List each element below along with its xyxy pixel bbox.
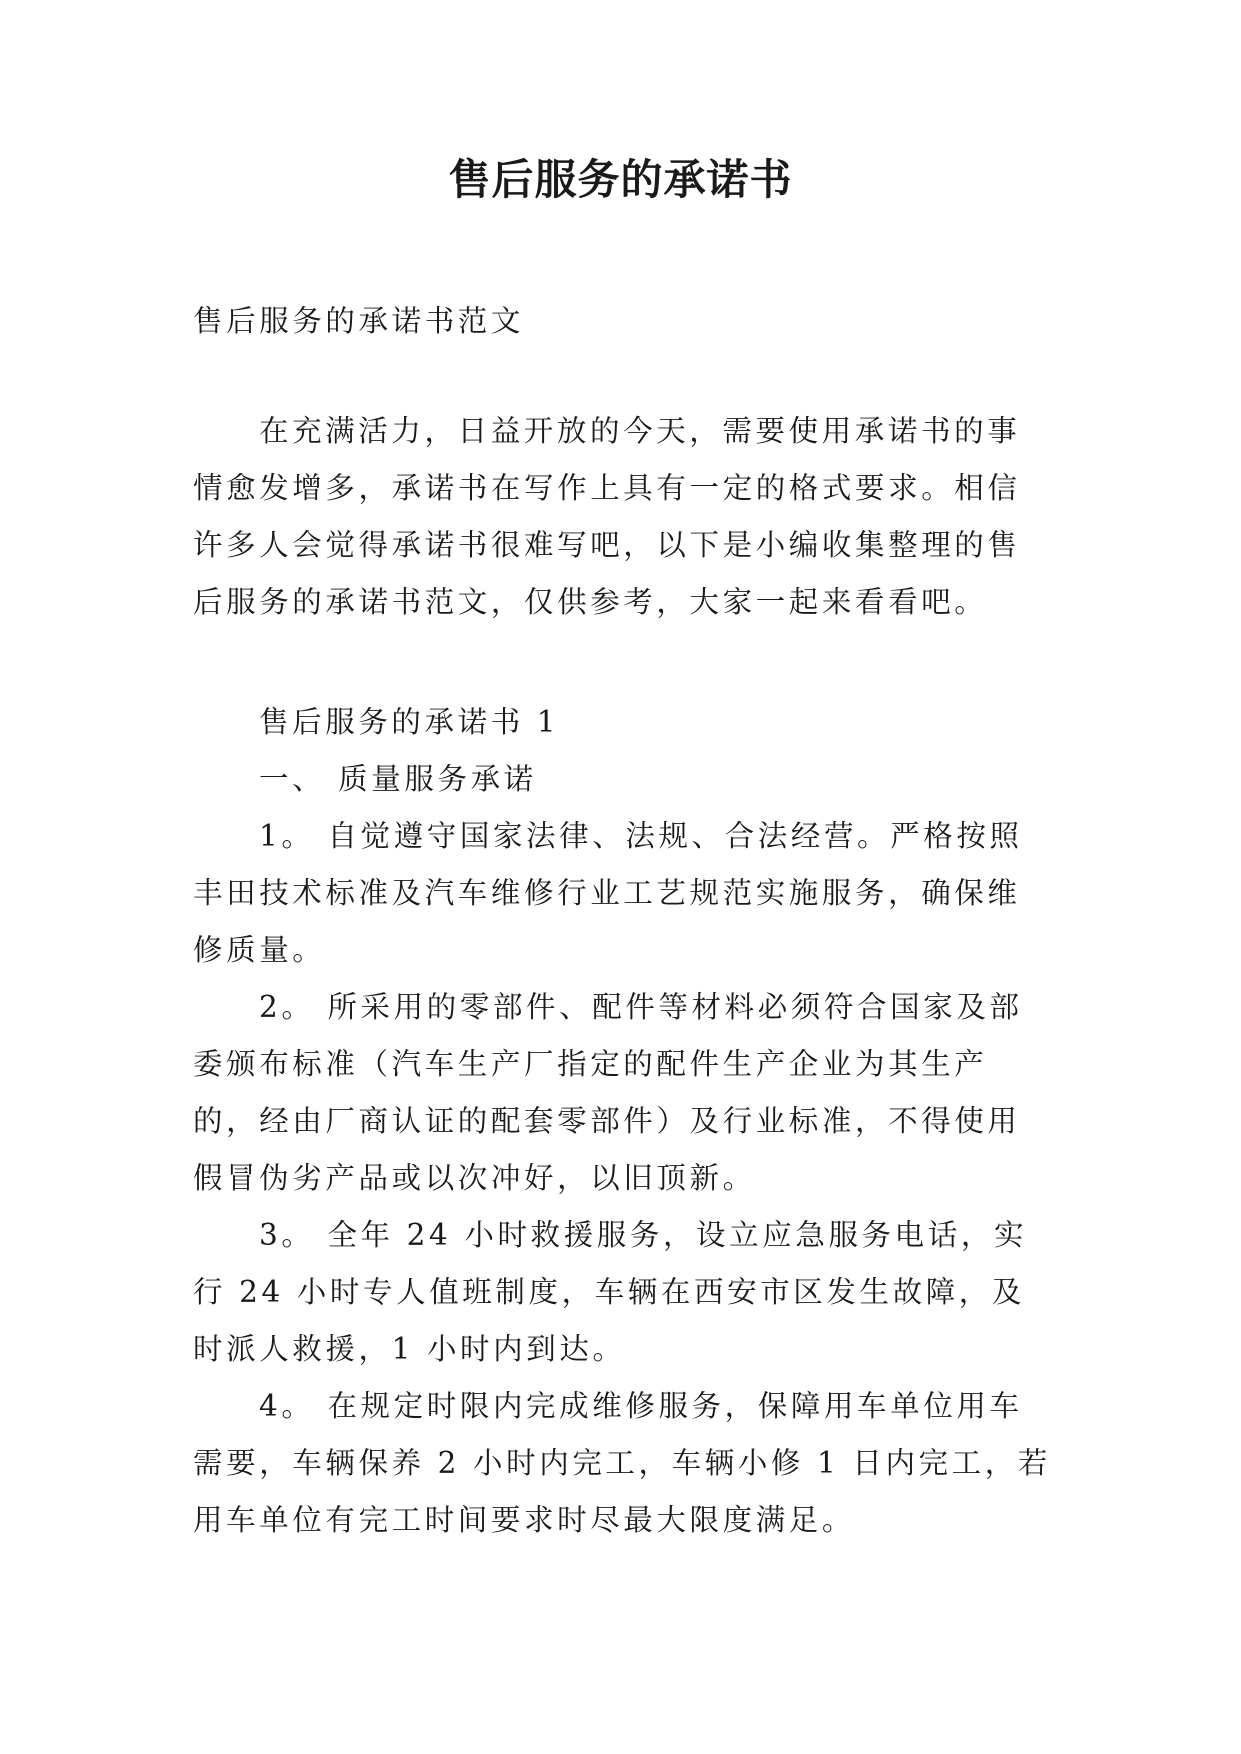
clause-item-2: 2。 所采用的零部件、配件等材料必须符合国家及部委颁布标准（汽车生产厂指定的配件生产企业为其生产的，经由厂商认证的配套零部件）及行业标准，不得使用假冒伪劣产品或以次冲好，以旧顶新。 [193,990,1023,1195]
clause-list [193,808,1053,1549]
section-heading: 售后服务的承诺书 1 [259,705,560,739]
clause-heading: 一、 质量服务承诺 [259,762,537,796]
intro-paragraph: 在充满活力，日益开放的今天，需要使用承诺书的事情愈发增多，承诺书在写作上具有一定的格式要求。相信许多人会觉得承诺书很难写吧，以下是小编收集整理的售后服务的承诺书范文，仅供参考，大家一起来看看吧。 [193,414,1021,619]
document-title: 售后服务的承诺书 [448,155,793,204]
clause-item-1: 1。 自觉遵守国家法律、法规、合法经营。严格按照丰田技术标准及汽车维修行业工艺规范实施服务，确保维修质量。 [193,819,1023,967]
clause-item-4: 4。 在规定时限内完成维修服务，保障用车单位用车需要，车辆保养 2 小时内完工，车辆小修 1 日内完工，若用车单位有完工时间要求时尽最大限度满足。 [193,1389,1051,1537]
document-subtitle: 售后服务的承诺书范文 [193,304,525,338]
clause-item-3: 3。 全年 24 小时救援服务，设立应急服务电话，实行 24 小时专人值班制度，车辆在西安市区发生故障，及时派人救援，1 小时内到达。 [193,1218,1028,1366]
